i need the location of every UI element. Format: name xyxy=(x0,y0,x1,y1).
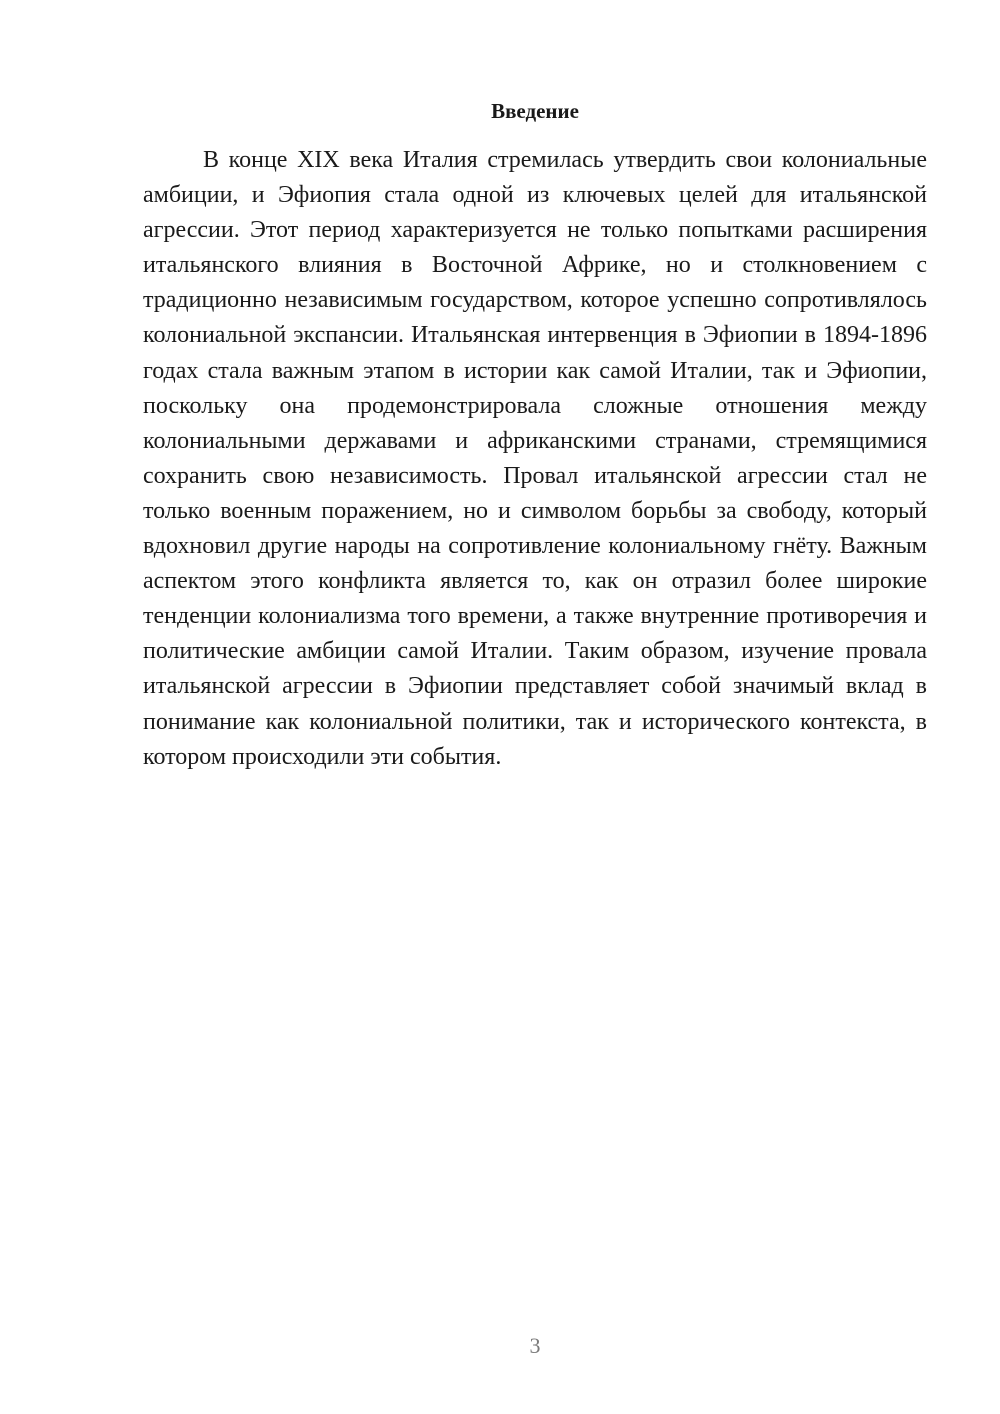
page-number: 3 xyxy=(529,1333,541,1358)
section-heading: Введение xyxy=(491,99,579,123)
intro-paragraph: В конце XIX века Италия стремилась утвердить свои колониальные амбиции, и Эфиопия стала одной из ключевых целей для итальянской агрессии. Этот период характеризуется не только попытками расширения итальянского влияния в Восточной Африке, но и столкновением с традиционно независимым государством, которое успешно сопротивлялось колониальной экспансии. Итальянская интервенция в Эфиопии в 1894-1896 годах стала важным этапом в истории как самой Италии, так и Эфиопии, поскольку она продемонстрировала сложные отношения между колониальными державами и африканскими странами, стремящимися сохранить свою независимость. Провал итальянской агрессии стал не только военным поражением, но и символом борьбы за свободу, который вдохновил другие народы на сопротивление колониальному гнёту. Важным аспектом этого конфликта является то, как он отразил более широкие тенденции колониализма того времени, а также внутренние противоречия и политические амбиции самой Италии. Таким образом, изучение провала итальянской агрессии в Эфиопии представляет собой значимый вклад в понимание как колониальной политики, так и исторического контекста, в котором происходили эти события. xyxy=(143,147,927,770)
